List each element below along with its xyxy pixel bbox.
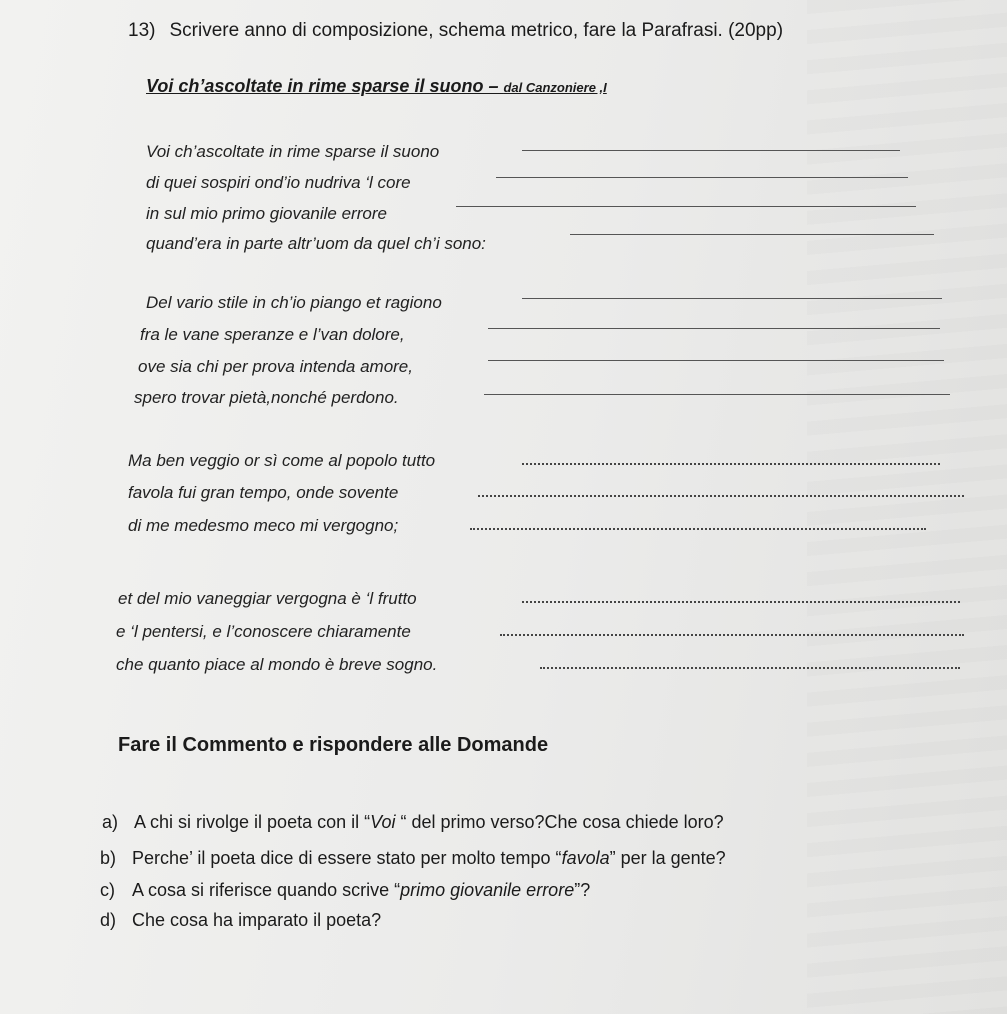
answer-line: [522, 463, 940, 465]
verse-line: favola fui gran tempo, onde sovente: [128, 483, 399, 502]
question-text: Che cosa ha imparato il poeta?: [132, 910, 382, 930]
answer-line: [500, 634, 964, 636]
verse-line: e ‘l pentersi, e l’conoscere chiaramente: [116, 622, 411, 641]
answer-line: [470, 528, 926, 530]
exercise-instructions: Scrivere anno di composizione, schema metrico, fare la Parafrasi. (20pp): [169, 20, 784, 41]
verse-line: et del mio vaneggiar vergogna è ‘l frutto: [118, 589, 417, 608]
poem-source: dal Canzoniere ,I: [503, 80, 607, 95]
answer-line: [478, 495, 964, 497]
answer-line: [456, 206, 916, 207]
verse-line: di me medesmo meco mi vergogno;: [128, 516, 399, 535]
question-text: A chi si rivolge il poeta con il “: [134, 812, 371, 832]
answer-line: [484, 394, 950, 395]
question-text: Perche’ il poeta dice di essere stato per molto tempo “: [132, 848, 562, 868]
question-d: [100, 910, 381, 931]
question-text: A cosa si riferisce quando scrive “: [132, 880, 401, 900]
question-quote: favola: [561, 848, 610, 868]
question-letter: b): [100, 848, 117, 868]
verse-line: Del vario stile in ch’io piango et ragiono: [146, 293, 442, 312]
poem-title-text: Voi ch’ascoltate in rime sparse il suono –: [146, 76, 504, 96]
question-text: ” per la gente?: [609, 848, 726, 868]
question-letter: d): [100, 910, 117, 930]
verse-line: ove sia chi per prova intenda amore,: [138, 357, 413, 376]
answer-line: [488, 360, 944, 361]
exercise-heading: [128, 20, 783, 42]
poem-title: [146, 76, 607, 97]
question-a: [102, 812, 724, 833]
question-text: ”?: [574, 880, 591, 900]
verse-line: che quanto piace al mondo è breve sogno.: [116, 655, 438, 674]
answer-line: [570, 234, 934, 235]
verse-line: fra le vane speranze e l’van dolore,: [140, 325, 405, 344]
answer-line: [522, 298, 942, 299]
verse-line: spero trovar pietà,nonché perdono.: [134, 388, 399, 407]
question-c: [100, 880, 590, 901]
answer-line: [488, 328, 940, 329]
exercise-number: 13): [128, 20, 156, 41]
question-letter: a): [102, 812, 119, 832]
answer-line: [496, 177, 908, 178]
question-quote: primo giovanile errore: [400, 880, 575, 900]
question-quote: Voi: [370, 812, 396, 832]
verse-line: Ma ben veggio or sì come al popolo tutto: [128, 451, 436, 470]
commento-heading: Fare il Commento e rispondere alle Domande: [118, 734, 549, 756]
verse-line: quand’era in parte altr’uom da quel ch’i sono:: [146, 234, 486, 253]
verse-line: in sul mio primo giovanile errore: [146, 204, 387, 223]
answer-line: [522, 150, 900, 151]
verse-line: Voi ch’ascoltate in rime sparse il suono: [146, 142, 440, 161]
question-letter: c): [100, 880, 115, 900]
answer-line: [522, 601, 960, 603]
answer-line: [540, 667, 960, 669]
question-b: [100, 848, 726, 869]
verse-line: di quei sospiri ond’io nudriva ‘l core: [146, 173, 411, 192]
show-through-text: [807, 0, 1007, 1014]
question-text: “ del primo verso?Che cosa chiede loro?: [395, 812, 724, 832]
